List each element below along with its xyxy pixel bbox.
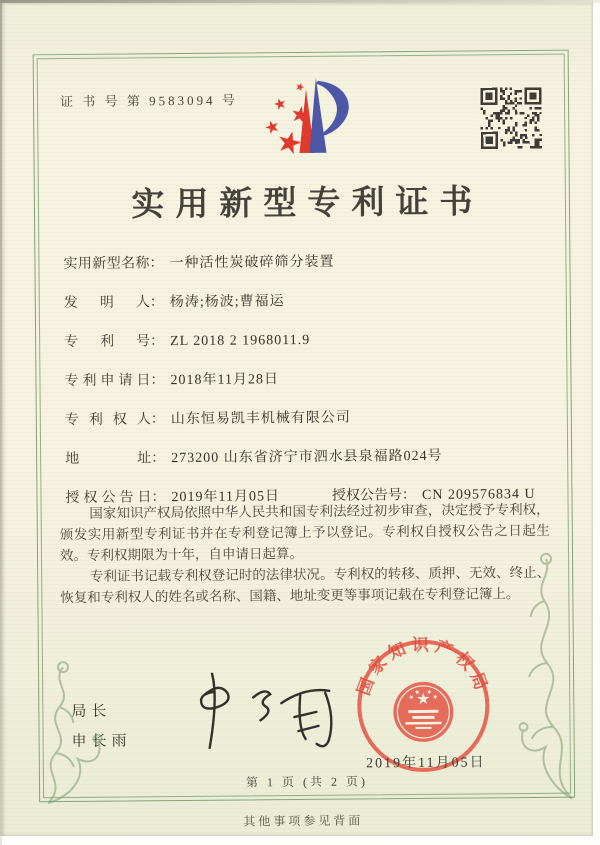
issuer-title: 局长 bbox=[71, 703, 112, 721]
field-value: 山东恒易凯丰机械有限公司 bbox=[170, 410, 351, 428]
field-colon: ： bbox=[149, 295, 164, 311]
field-label: 授权公告日 bbox=[65, 490, 152, 507]
grant-date: 2019年11月05日 bbox=[171, 489, 281, 506]
certificate-title: 实用新型专利证书 bbox=[131, 184, 484, 224]
field-colon: ： bbox=[149, 256, 164, 272]
certificate-number: 证 书 号 第 9583094 号 bbox=[59, 92, 238, 110]
seal-date: 2019年11月05日 bbox=[366, 755, 486, 772]
field-colon: ： bbox=[150, 373, 165, 389]
page-number: 第 1 页 (共 2 页) bbox=[245, 774, 369, 790]
field-value: ZL 2018 2 1968011.9 bbox=[170, 332, 311, 350]
field-list bbox=[63, 249, 545, 526]
field-row-address bbox=[65, 444, 545, 472]
field-label: 授权公告号 bbox=[331, 488, 403, 504]
issuer-name: 申长雨 bbox=[71, 733, 132, 751]
legal-paragraph-1: 国家知识产权局依照中华人民共和国专利法经过初步审查，决定授予专利权，颁发实用新型专利证书并在专利登记簿上予以登记。专利权自授权公告之日起生效。专利权期限为十年，自申请日起算。 bbox=[59, 501, 550, 564]
field-row-name bbox=[63, 249, 543, 277]
decorative-border bbox=[33, 50, 576, 803]
field-label: 专利权人 bbox=[64, 412, 151, 429]
field-colon: ： bbox=[401, 487, 417, 504]
field-colon: ： bbox=[150, 334, 165, 350]
field-label: 专利申请日 bbox=[64, 373, 151, 390]
field-value: 一种活性炭破碎筛分装置 bbox=[169, 254, 335, 272]
seal-text: 国家知识产权局 bbox=[353, 635, 493, 698]
field-colon: ： bbox=[151, 451, 166, 467]
legal-paragraph-2: 专利证书记载专利权登记时的法律状况。专利权的转移、质押、无效、终止、恢复和专利权人的姓名或名称、国籍、地址变更等事项记载在专利登记簿上。 bbox=[60, 564, 551, 606]
field-value: 273200 山东省济宁市泗水县泉福路024号 bbox=[171, 448, 443, 467]
field-row-patent-no bbox=[64, 327, 544, 355]
field-label: 发明人 bbox=[63, 295, 150, 312]
field-label: 实用新型名称 bbox=[63, 256, 150, 273]
grant-number: CN 209576834 U bbox=[421, 486, 536, 503]
field-value: 2018年11月28日 bbox=[170, 372, 280, 389]
legal-text bbox=[60, 499, 551, 608]
cnipa-logo-icon bbox=[236, 74, 361, 169]
field-row-inventors bbox=[64, 288, 544, 316]
field-row-filing-date bbox=[64, 366, 544, 394]
floral-ornament-icon bbox=[33, 655, 126, 806]
qr-code bbox=[478, 85, 545, 152]
signature-shen-changyu bbox=[157, 665, 358, 767]
field-colon: ： bbox=[151, 490, 166, 506]
field-label: 地址 bbox=[65, 451, 152, 468]
field-row-patentee bbox=[65, 405, 545, 433]
field-colon: ： bbox=[150, 412, 165, 428]
field-value: 杨涛;杨波;曹福运 bbox=[169, 294, 285, 311]
field-label: 专利号 bbox=[64, 334, 151, 351]
back-side-note: 其他事项参见背面 bbox=[243, 813, 364, 829]
